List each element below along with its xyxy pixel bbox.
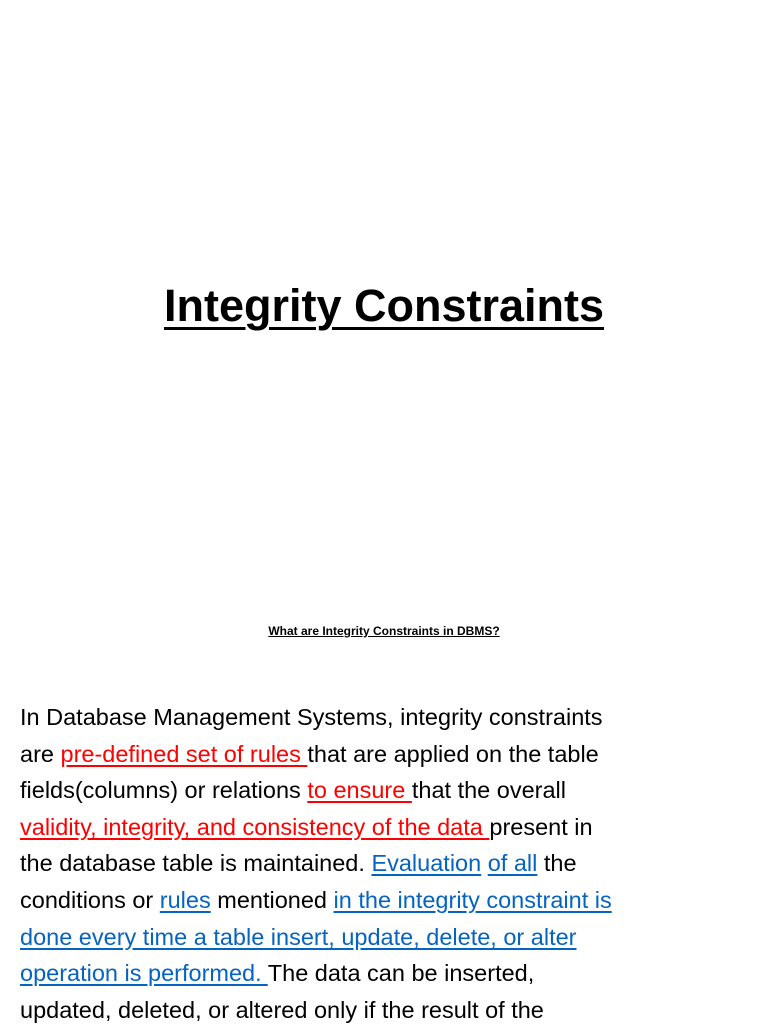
- paragraph-line: [20, 919, 750, 956]
- hyperlink[interactable]: in the integrity constraint is: [333, 886, 612, 913]
- text-run: In Database Management Systems, integrity constraints: [20, 704, 603, 730]
- paragraph-line: [20, 809, 750, 846]
- highlighted-phrase: to ensure: [307, 777, 412, 804]
- paragraph-line: [20, 772, 750, 809]
- hyperlink[interactable]: of all: [487, 850, 538, 877]
- hyperlink[interactable]: done every time a table insert, update, delete, or alter: [20, 923, 577, 950]
- body-paragraph: [20, 699, 750, 1024]
- text-run: The data can be inserted,: [267, 960, 535, 987]
- paragraph-line: [20, 992, 750, 1024]
- paragraph-line: [20, 955, 750, 992]
- text-run: present in: [489, 813, 593, 840]
- highlighted-phrase: pre-defined set of rules: [60, 740, 308, 767]
- text-run: updated, deleted, or altered only if the result of the: [20, 996, 544, 1023]
- section-heading: What are Integrity Constraints in DBMS?: [268, 624, 500, 638]
- paragraph-line: [20, 736, 750, 773]
- text-run: the database table is maintained.: [20, 850, 372, 877]
- text-run: conditions or: [20, 886, 160, 913]
- text-run: fields(columns) or relations: [20, 777, 308, 804]
- text-run: are: [20, 740, 61, 767]
- hyperlink[interactable]: operation is performed.: [20, 960, 268, 987]
- hyperlink[interactable]: Evaluation: [371, 850, 482, 877]
- highlighted-phrase: validity, integrity, and consistency of the data: [20, 813, 490, 840]
- text-run: mentioned: [210, 886, 334, 913]
- hyperlink[interactable]: rules: [159, 886, 211, 913]
- paragraph-line: [20, 699, 750, 736]
- paragraph-line: [20, 882, 750, 919]
- text-run: that the overall: [411, 777, 566, 804]
- paragraph-line: [20, 845, 750, 882]
- text-run: the: [537, 850, 577, 877]
- page-title: Integrity Constraints: [163, 280, 605, 331]
- text-run: that are applied on the table: [307, 740, 599, 767]
